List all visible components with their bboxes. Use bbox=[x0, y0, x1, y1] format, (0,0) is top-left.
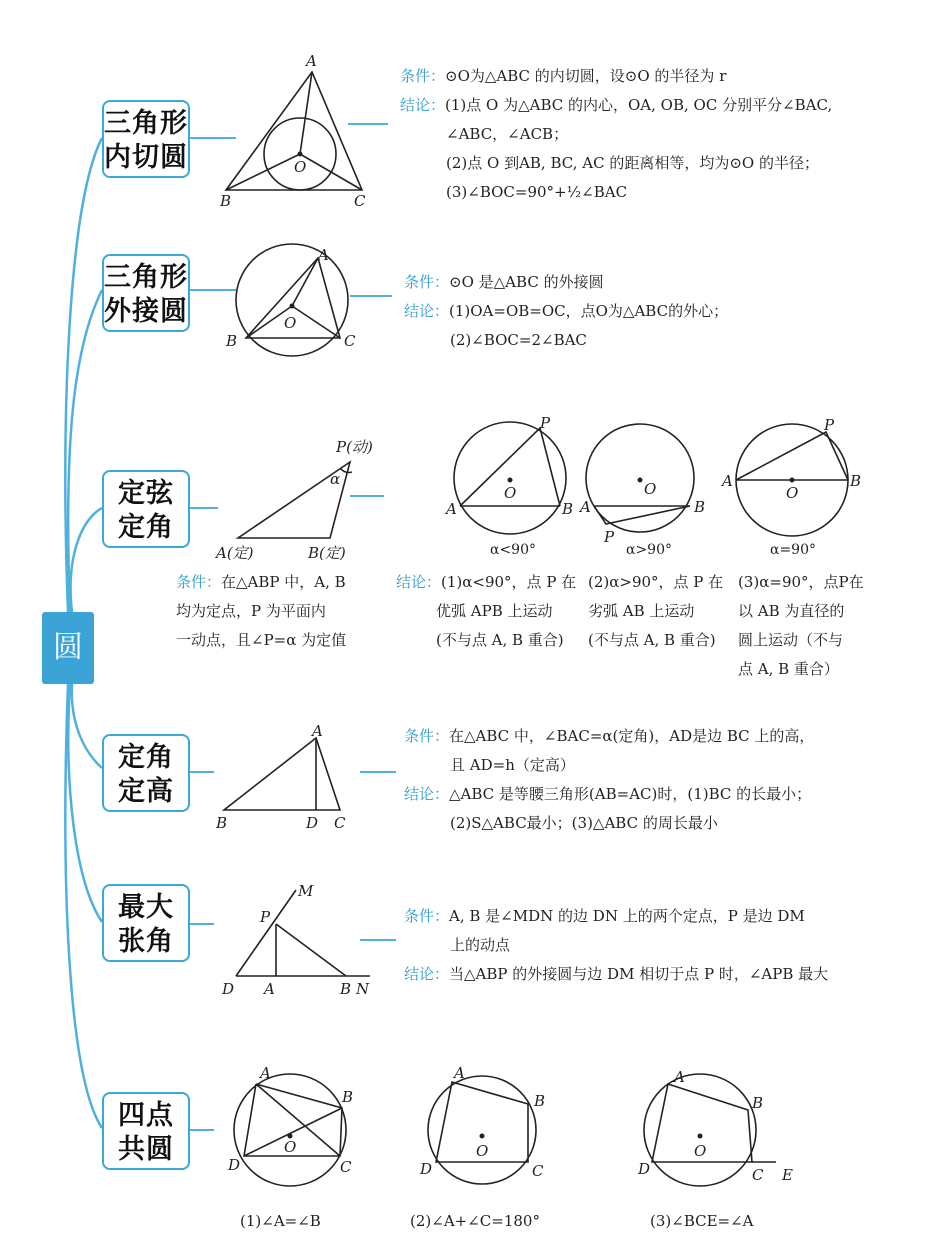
topic-concyclic-line1: 四点 bbox=[118, 1100, 174, 1131]
topic-incircle bbox=[102, 100, 190, 178]
c2-label-o: O bbox=[644, 480, 657, 498]
cc1-a: A bbox=[260, 1064, 271, 1082]
chord-cond-label: 条件： bbox=[176, 573, 222, 591]
incircle-cond: ⊙O为△ABC 的内切圆，设⊙O 的半径为 r bbox=[445, 67, 727, 85]
chord-r3b: 以 AB 为直径的 bbox=[738, 602, 845, 620]
incircle-c3: (3)∠BOC=90°+½∠BAC bbox=[446, 183, 628, 201]
concyclic-cap-2: (2)∠A+∠C=180° bbox=[410, 1212, 540, 1230]
chord-label-a: A(定) bbox=[216, 544, 254, 562]
fixed-height-figure bbox=[224, 738, 340, 810]
cc3-o: O bbox=[694, 1142, 707, 1160]
c2-label-p: P bbox=[604, 528, 615, 546]
circum-label-c: C bbox=[344, 332, 356, 350]
ma-concl-label: 结论： bbox=[404, 965, 450, 983]
circum-c2: (2)∠BOC=2∠BAC bbox=[450, 331, 587, 349]
chord-r1b: 优弧 APB 上运动 bbox=[436, 602, 553, 620]
circum-cond-label: 条件： bbox=[404, 273, 450, 291]
c2-label-a: A bbox=[580, 498, 591, 516]
topic-fixed-height-line1: 定角 bbox=[118, 742, 174, 773]
chord-conclusion-1 bbox=[396, 568, 576, 655]
cc2-d: D bbox=[420, 1160, 433, 1178]
concyclic-cap-3: (3)∠BCE=∠A bbox=[650, 1212, 754, 1230]
topic-fixed-chord-line1: 定弦 bbox=[118, 478, 174, 509]
cc1-d: D bbox=[228, 1156, 241, 1174]
chord-label-p: P(动) bbox=[336, 438, 373, 456]
ma-label-m: M bbox=[298, 882, 314, 900]
topic-fixed-height bbox=[102, 734, 190, 812]
chord-cond2: 均为定点，P 为平面内 bbox=[176, 602, 326, 620]
cc1-c: C bbox=[340, 1158, 352, 1176]
circum-c1: (1)OA=OB=OC，点O为△ABC的外心； bbox=[449, 302, 729, 320]
fh-concl-label: 结论： bbox=[404, 785, 450, 803]
topic-circumcircle-line2: 外接圆 bbox=[104, 296, 188, 327]
incircle-text bbox=[400, 62, 832, 207]
ma-label-a: A bbox=[264, 980, 275, 998]
chord-r1a: (1)α<90°，点 P 在 bbox=[441, 573, 577, 591]
chord-label-alpha: α bbox=[330, 470, 341, 488]
topic-max-angle bbox=[102, 884, 190, 962]
ma-cond-label: 条件： bbox=[404, 907, 450, 925]
incircle-label-a: A bbox=[306, 52, 317, 70]
concyclic-figure-1 bbox=[234, 1074, 346, 1186]
chord-concl-label: 结论： bbox=[396, 573, 442, 591]
incircle-label-c: C bbox=[354, 192, 366, 210]
ma-label-b: B bbox=[340, 980, 352, 998]
fh-c1: △ABC 是等腰三角形(AB=AC)时，(1)BC 的长最小； bbox=[449, 785, 812, 803]
topic-max-angle-line2: 张角 bbox=[118, 926, 174, 957]
chord-r3d: 点 A, B 重合） bbox=[738, 660, 839, 678]
incircle-label-b: B bbox=[220, 192, 232, 210]
incircle-c2: (2)点 O 到AB, BC, AC 的距离相等，均为⊙O 的半径； bbox=[446, 154, 819, 172]
chord-conclusion-3 bbox=[738, 568, 864, 684]
topic-fixed-height-line2: 定高 bbox=[118, 776, 174, 807]
c1-label-p: P bbox=[540, 414, 551, 432]
fh-label-a: A bbox=[312, 722, 323, 740]
chord-condition bbox=[176, 568, 346, 655]
cc3-a: A bbox=[674, 1068, 685, 1086]
topic-fixed-chord-line2: 定角 bbox=[118, 512, 174, 543]
cc3-d: D bbox=[638, 1160, 651, 1178]
c1-label-o: O bbox=[504, 484, 517, 502]
max-angle-figure bbox=[236, 890, 370, 976]
ma-c1: 当△ABP 的外接圆与边 DM 相切于点 P 时，∠APB 最大 bbox=[449, 965, 829, 983]
cc2-o: O bbox=[476, 1142, 489, 1160]
c1-label-b: B bbox=[562, 500, 574, 518]
ma-cond1: A, B 是∠MDN 的边 DN 上的两个定点，P 是边 DM bbox=[449, 907, 805, 925]
incircle-label-o: O bbox=[294, 158, 307, 176]
incircle-c1b: ∠ABC，∠ACB； bbox=[446, 125, 569, 143]
chord-cap-1: α<90° bbox=[490, 542, 536, 558]
chord-r2a: (2)α>90°，点 P 在 bbox=[588, 573, 724, 591]
cc2-a: A bbox=[454, 1064, 465, 1082]
fh-label-b: B bbox=[216, 814, 228, 832]
fh-c2: (2)S△ABC最小；(3)△ABC 的周长最小 bbox=[450, 814, 718, 832]
circumcircle-figure bbox=[236, 244, 348, 356]
root-node-circle: 圆 bbox=[42, 612, 94, 684]
concyclic-figure-2 bbox=[428, 1076, 536, 1184]
fh-label-d: D bbox=[306, 814, 319, 832]
fh-cond2: 且 AD=h（定高） bbox=[450, 756, 575, 774]
topic-concyclic-line2: 共圆 bbox=[118, 1134, 174, 1165]
circum-concl-label: 结论： bbox=[404, 302, 450, 320]
c3-label-p: P bbox=[824, 416, 835, 434]
circum-label-b: B bbox=[226, 332, 238, 350]
circum-cond: ⊙O 是△ABC 的外接圆 bbox=[449, 273, 604, 291]
topic-max-angle-line1: 最大 bbox=[118, 892, 174, 923]
topic-incircle-line1: 三角形 bbox=[104, 108, 188, 139]
chord-r3a: (3)α=90°，点P在 bbox=[738, 573, 864, 591]
fh-cond-label: 条件： bbox=[404, 727, 450, 745]
circum-label-a: A bbox=[318, 246, 329, 264]
ma-label-p: P bbox=[260, 908, 271, 926]
chord-r2c: (不与点 A, B 重合) bbox=[588, 631, 716, 649]
circum-label-o: O bbox=[284, 314, 297, 332]
c3-label-o: O bbox=[786, 484, 799, 502]
cc2-c: C bbox=[532, 1162, 544, 1180]
cc3-e: E bbox=[782, 1166, 793, 1184]
chord-cap-2: α>90° bbox=[626, 542, 672, 558]
topic-circumcircle-line1: 三角形 bbox=[104, 262, 188, 293]
ma-cond2: 上的动点 bbox=[450, 936, 511, 954]
ma-label-d: D bbox=[222, 980, 235, 998]
circumcircle-text bbox=[404, 268, 728, 355]
chord-label-b: B(定) bbox=[308, 544, 346, 562]
fh-label-c: C bbox=[334, 814, 346, 832]
incircle-c1: (1)点 O 为△ABC 的内心，OA, OB, OC 分别平分∠BAC, bbox=[445, 96, 833, 114]
fh-cond1: 在△ABC 中，∠BAC=α(定角)，AD是边 BC 上的高， bbox=[449, 727, 815, 745]
chord-r3c: 圆上运动（不与 bbox=[738, 631, 844, 649]
concyclic-cap-1: (1)∠A=∠B bbox=[240, 1212, 321, 1230]
incircle-concl-label: 结论： bbox=[400, 96, 446, 114]
c2-label-b: B bbox=[694, 498, 706, 516]
incircle-center-dot bbox=[298, 152, 303, 157]
topic-circumcircle bbox=[102, 254, 190, 332]
max-angle-text bbox=[404, 902, 828, 989]
chord-conclusion-2 bbox=[588, 568, 723, 655]
topic-concyclic bbox=[102, 1092, 190, 1170]
incircle-cond-label: 条件： bbox=[400, 67, 446, 85]
cc1-b: B bbox=[342, 1088, 354, 1106]
c1-label-a: A bbox=[446, 500, 457, 518]
chord-r1c: (不与点 A, B 重合) bbox=[436, 631, 564, 649]
fixed-height-text bbox=[404, 722, 814, 838]
chord-cap-3: α=90° bbox=[770, 542, 816, 558]
chord-r2b: 劣弧 AB 上运动 bbox=[588, 602, 695, 620]
chord-cond3: 一动点，且∠P=α 为定值 bbox=[176, 631, 347, 649]
cc1-o: O bbox=[284, 1138, 297, 1156]
cc3-c: C bbox=[752, 1166, 764, 1184]
topic-fixed-chord bbox=[102, 470, 190, 548]
chord-cond1: 在△ABP 中，A, B bbox=[221, 573, 346, 591]
c3-label-b: B bbox=[850, 472, 862, 490]
topic-incircle-line2: 内切圆 bbox=[104, 142, 188, 173]
c3-label-a: A bbox=[722, 472, 733, 490]
cc2-b: B bbox=[534, 1092, 546, 1110]
ma-label-n: N bbox=[356, 980, 370, 998]
cc3-b: B bbox=[752, 1094, 764, 1112]
